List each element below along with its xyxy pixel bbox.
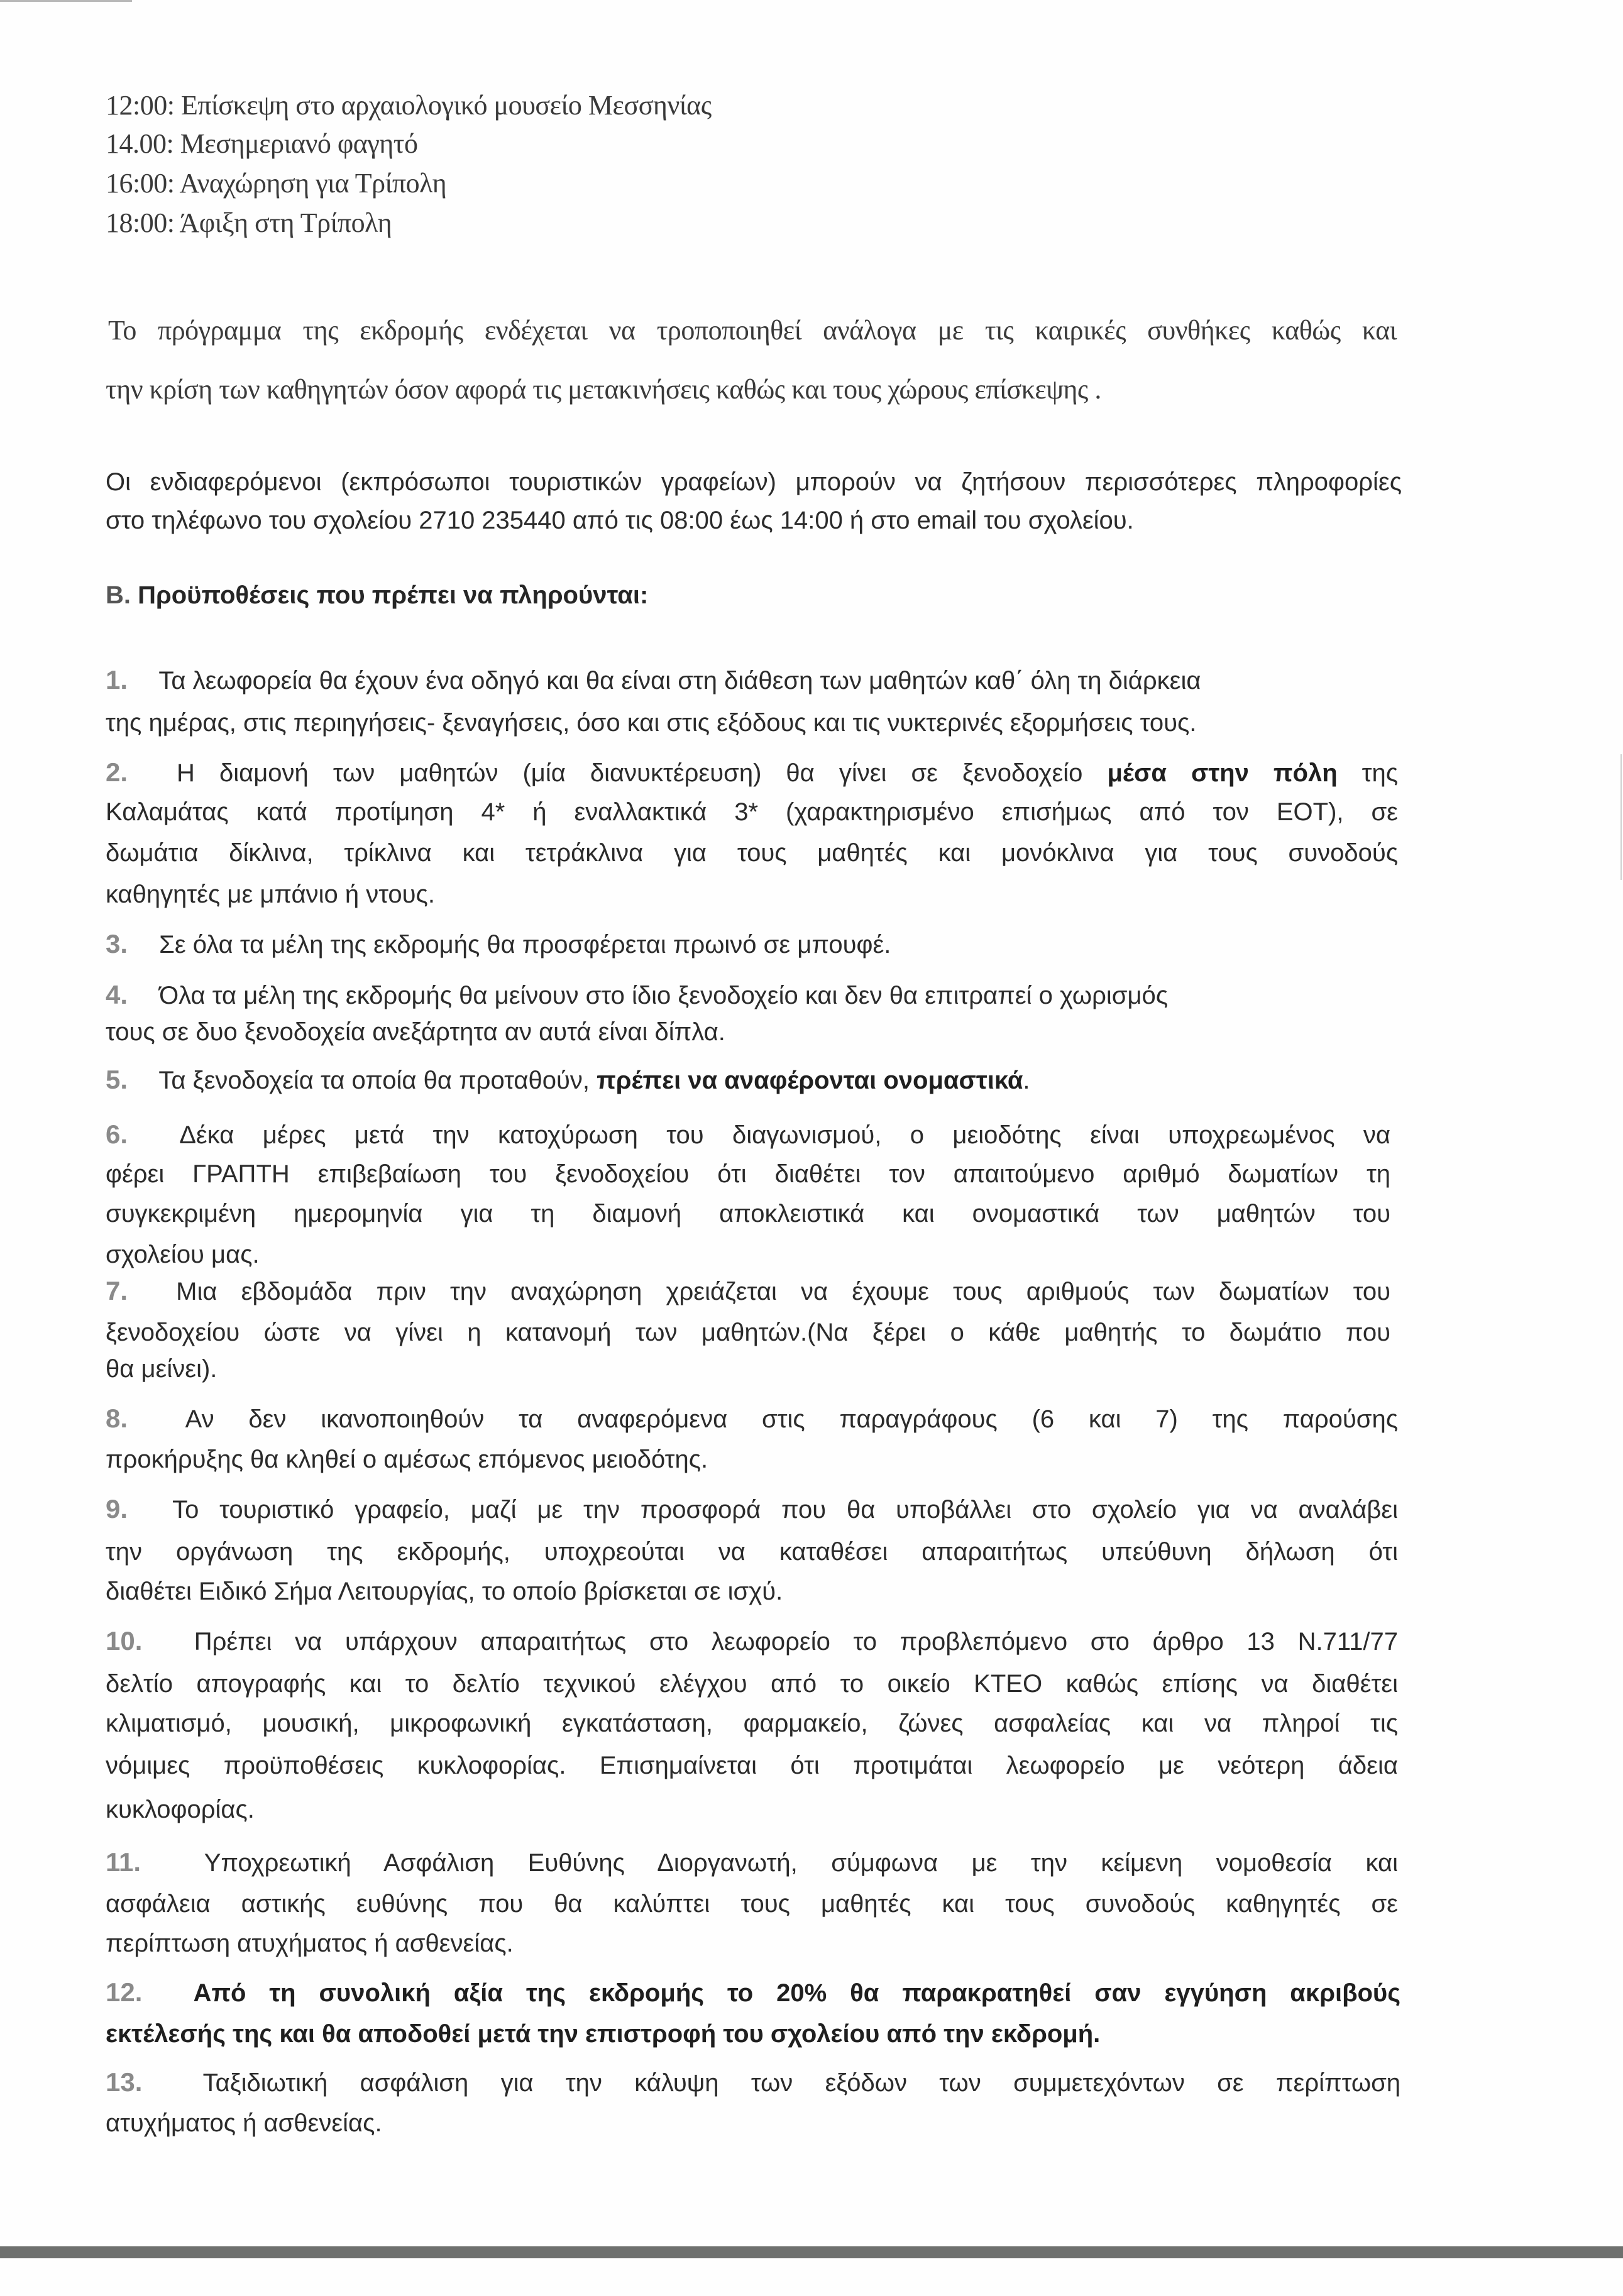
item-continuation: διαθέτει Ειδικό Σήμα Λειτουργίας, το οποίο βρίσκεται σε ισχύ.	[106, 1578, 783, 1605]
item-number: 5.	[106, 1065, 128, 1094]
list-item-9	[106, 1494, 1398, 1524]
scan-bottom-bar	[0, 2246, 1623, 2258]
item-text: Από τη συνολική αξία της εκδρομής το 20% θα παρακρατηθεί σαν εγγύηση ακριβούς	[193, 1979, 1400, 2007]
item-number: 12.	[106, 1977, 143, 2007]
item-continuation: περίπτωση ατυχήματος ή ασθενείας.	[106, 1930, 514, 1957]
schedule-note-line: την κρίση των καθηγητών όσον αφορά τις μετακινήσεις καθώς και τους χώρους επίσκεψης .	[106, 374, 1101, 405]
schedule-text: Άφιξη στη Τρίπολη	[174, 207, 392, 238]
item-text: Η διαμονή των μαθητών (μία διανυκτέρευση) θα γίνει σε ξενοδοχείο	[177, 759, 1108, 787]
list-item-8	[106, 1403, 1398, 1434]
section-letter: B.	[106, 581, 131, 609]
item-text: Δέκα μέρες μετά την κατοχύρωση του διαγωνισμού, ο μειοδότης είναι υποχρεωμένος να	[179, 1121, 1391, 1149]
item-continuation: της ημέρας, στις περιηγήσεις- ξεναγήσεις, όσο και στις εξόδους και τις νυκτερινές εξορμήσεις τους.	[106, 709, 1197, 737]
item-continuation: ασφάλεια αστικής ευθύνης που θα καλύπτει τους μαθητές και τους συνοδούς καθηγητές σε	[106, 1890, 1398, 1918]
schedule-text: Μεσημεριανό φαγητό	[173, 128, 418, 159]
list-item-11	[106, 1847, 1398, 1877]
schedule-item	[106, 128, 417, 160]
item-number: 11.	[106, 1847, 141, 1877]
schedule-text: Επίσκεψη στο αρχαιολογικό μουσείο Μεσσηνίας	[174, 90, 712, 121]
list-item-1	[106, 665, 1395, 695]
item-emphasis: πρέπει να αναφέρονται ονομαστικά	[597, 1067, 1023, 1094]
item-continuation: εκτέλεσής της και θα αποδοθεί μετά την επιστροφή του σχολείου από την εκδρομή.	[106, 2020, 1101, 2048]
contact-paragraph-line: Οι ενδιαφερόμενοι (εκπρόσωποι τουριστικών γραφείων) μπορούν να ζητήσουν περισσότερες πληροφορίες	[106, 468, 1402, 496]
list-item-12	[106, 1977, 1400, 2008]
list-item-3	[106, 929, 891, 959]
item-continuation: κλιματισμό, μουσική, μικροφωνική εγκατάσταση, φαρμακείο, ζώνες ασφαλείας και να πληροί τις	[106, 1710, 1398, 1737]
item-continuation: φέρει ΓΡΑΠΤΗ επιβεβαίωση του ξενοδοχείου ότι διαθέτει τον απαιτούμενο αριθμό δωματίων τη	[106, 1160, 1390, 1188]
item-text: .	[1023, 1067, 1030, 1094]
item-continuation: δελτίο απογραφής και το δελτίο τεχνικού ελέγχου από το οικείο ΚΤΕΟ καθώς επίσης να διαθέτει	[106, 1670, 1398, 1698]
item-text: Πρέπει να υπάρχουν απαραιτήτως στο λεωφορείο το προβλεπόμενο στο άρθρο 13 Ν.711/77	[194, 1628, 1398, 1656]
item-number: 10.	[106, 1626, 143, 1656]
item-continuation: Καλαμάτας κατά προτίμηση 4* ή εναλλακτικά 3* (χαρακτηρισμένο επισήμως από τον ΕΟΤ), σε	[106, 798, 1398, 826]
list-item-13	[106, 2067, 1400, 2097]
scan-edge-artifact	[0, 0, 132, 2]
schedule-item	[106, 207, 392, 239]
item-continuation: καθηγητές με μπάνιο ή ντους.	[106, 881, 435, 908]
item-continuation: ξενοδοχείου ώστε να γίνει η κατανομή των μαθητών.(Να ξέρει ο κάθε μαθητής το δωμάτιο που	[106, 1319, 1390, 1346]
contact-paragraph-line: στο τηλέφωνο του σχολείου 2710 235440 από τις 08:00 έως 14:00 ή στο email του σχολείου.	[106, 507, 1134, 534]
list-item-5	[106, 1065, 1030, 1095]
item-continuation: την οργάνωση της εκδρομής, υποχρεούται να καταθέσει απαραιτήτως υπεύθυνη δήλωση ότι	[106, 1538, 1398, 1566]
item-continuation: δωμάτια δίκλινα, τρίκλινα και τετράκλινα για τους μαθητές και μονόκλινα για τους συνοδούς	[106, 839, 1398, 867]
schedule-time: 14.00:	[106, 128, 174, 159]
item-continuation: ατυχήματος ή ασθενείας.	[106, 2109, 382, 2137]
item-text: Ταξιδιωτική ασφάλιση για την κάλυψη των εξόδων των συμμετεχόντων σε περίπτωση	[202, 2069, 1401, 2097]
item-emphasis: μέσα στην πόλη	[1107, 759, 1338, 787]
schedule-item	[106, 167, 446, 199]
item-continuation: τους σε δυο ξενοδοχεία ανεξάρτητα αν αυτά είναι δίπλα.	[106, 1018, 725, 1046]
list-item-7	[106, 1276, 1390, 1306]
item-number: 3.	[106, 929, 128, 958]
schedule-time: 18:00:	[106, 207, 175, 238]
section-heading	[106, 581, 648, 610]
item-number: 13.	[106, 2067, 143, 2097]
item-text: Τα λεωφορεία θα έχουν ένα οδηγό και θα είναι στη διάθεση των μαθητών καθ΄ όλη τη διάρκεια	[158, 667, 1201, 695]
item-number: 8.	[106, 1403, 128, 1433]
item-number: 4.	[106, 980, 128, 1009]
item-text: Τα ξενοδοχεία τα οποία θα προταθούν,	[158, 1067, 597, 1094]
item-text: Σε όλα τα μέλη της εκδρομής θα προσφέρεται πρωινό σε μπουφέ.	[159, 931, 891, 958]
list-item-6	[106, 1119, 1390, 1150]
list-item-10	[106, 1626, 1398, 1656]
item-number: 2.	[106, 757, 128, 787]
scan-edge-artifact-right	[1620, 754, 1622, 880]
item-number: 1.	[106, 665, 128, 695]
item-text: Το τουριστικό γραφείο, μαζί με την προσφορά που θα υποβάλλει στο σχολείο για να αναλάβει	[172, 1496, 1399, 1524]
schedule-item	[106, 89, 712, 121]
item-continuation: προκήρυξης θα κληθεί ο αμέσως επόμενος μειοδότης.	[106, 1446, 708, 1473]
schedule-time: 16:00:	[106, 168, 175, 199]
item-continuation: θα μείνει).	[106, 1355, 217, 1383]
list-item-2	[106, 757, 1398, 788]
schedule-time: 12:00:	[106, 90, 175, 121]
item-continuation: κυκλοφορίας.	[106, 1796, 255, 1823]
item-text: Υποχρεωτική Ασφάλιση Ευθύνης Διοργανωτή, σύμφωνα με την κείμενη νομοθεσία και	[204, 1849, 1398, 1877]
schedule-text: Αναχώρηση για Τρίπολη	[174, 168, 447, 199]
item-text: Αν δεν ικανοποιηθούν τα αναφερόμενα στις παραγράφους (6 και 7) της παρούσης	[185, 1405, 1399, 1433]
item-number: 7.	[106, 1276, 128, 1305]
item-text: Όλα τα μέλη της εκδρομής θα μείνουν στο ίδιο ξενοδοχείο και δεν θα επιτραπεί ο χωρισμός	[159, 982, 1169, 1009]
item-text: της	[1337, 759, 1398, 787]
item-continuation: σχολείου μας.	[106, 1241, 260, 1268]
item-continuation: συγκεκριμένη ημερομηνία για τη διαμονή αποκλειστικά και ονομαστικά των μαθητών του	[106, 1200, 1390, 1228]
schedule-note-line: Το πρόγραμμα της εκδρομής ενδέχεται να τροποποιηθεί ανάλογα με τις καιρικές συνθήκες καθώς και	[108, 315, 1397, 346]
item-continuation: νόμιμες προϋποθέσεις κυκλοφορίας. Επισημαίνεται ότι προτιμάται λεωφορείο με νεότερη άδεια	[106, 1752, 1398, 1779]
item-text: Μια εβδομάδα πριν την αναχώρηση χρειάζεται να έχουμε τους αριθμούς των δωματίων του	[176, 1278, 1390, 1305]
item-number: 6.	[106, 1119, 128, 1149]
item-number: 9.	[106, 1494, 128, 1524]
section-title: Προϋποθέσεις που πρέπει να πληρούνται:	[131, 581, 649, 609]
list-item-4	[106, 980, 1168, 1010]
